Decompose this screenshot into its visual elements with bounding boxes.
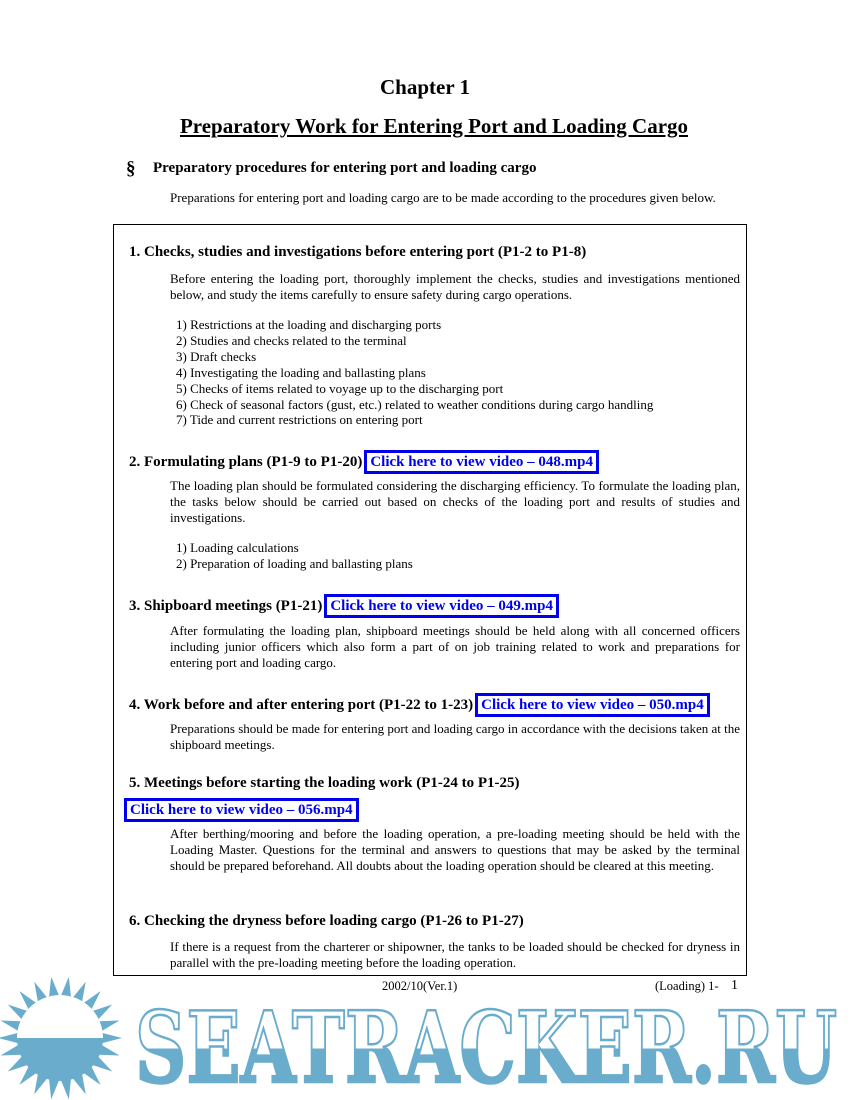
heading-text: 6. Checking the dryness before loading cargo (P1-26 to P1-27) bbox=[129, 913, 524, 929]
section-3-heading bbox=[129, 594, 559, 618]
list-item: 2) Preparation of loading and ballasting plans bbox=[176, 555, 413, 571]
section-1-list bbox=[176, 317, 653, 428]
list-item: 4) Investigating the loading and ballasting plans bbox=[176, 364, 426, 380]
video-link-050[interactable]: Click here to view video – 050.mp4 bbox=[475, 693, 710, 717]
list-item: 3) Draft checks bbox=[176, 348, 257, 364]
section-5-heading bbox=[129, 775, 520, 792]
list-item: 5) Checks of items related to voyage up to the discharging port bbox=[176, 380, 504, 396]
page-label: (Loading) 1- bbox=[655, 979, 719, 993]
version-label: 2002/10(Ver.1) bbox=[382, 979, 458, 993]
heading-text: 4. Work before and after entering port (P1-22 to 1-23) bbox=[129, 696, 474, 713]
video-link-049[interactable]: Click here to view video – 049.mp4 bbox=[324, 594, 559, 618]
section-4-heading bbox=[129, 693, 710, 717]
seatracker-watermark-logo bbox=[0, 978, 850, 1100]
section-1-body: Before entering the loading port, thoroughly implement the checks, studies and investigations mentioned below, and study the items carefully to ensure safety during cargo operations. bbox=[170, 271, 740, 302]
sun-icon bbox=[0, 978, 122, 1099]
page-title: Preparatory Work for Entering Port and Loading Cargo bbox=[179, 114, 689, 138]
heading-text: 3. Shipboard meetings (P1-21) bbox=[129, 597, 323, 614]
section-mark: § bbox=[126, 158, 136, 179]
section-2-body: The loading plan should be formulated considering the discharging efficiency. To formulate the loading plan, the tasks below should be carried out based on checks of the loading port and results of studies and investigations. bbox=[170, 478, 740, 525]
section-1-heading bbox=[129, 244, 586, 261]
list-item: 7) Tide and current restrictions on entering port bbox=[176, 412, 423, 428]
list-item: 6) Check of seasonal factors (gust, etc.) related to weather conditions during cargo handling bbox=[176, 396, 654, 412]
list-item: 2) Studies and checks related to the terminal bbox=[176, 332, 407, 348]
page-number: 1 bbox=[731, 978, 738, 993]
section-5-link-row bbox=[124, 798, 359, 822]
section-title: Preparatory procedures for entering port and loading cargo bbox=[153, 160, 537, 176]
heading-text: 5. Meetings before starting the loading work (P1-24 to P1-25) bbox=[129, 775, 520, 791]
section-6-heading bbox=[129, 913, 524, 930]
section-4-body: Preparations should be made for entering port and loading cargo in accordance with the decisions taken at the shipboard meetings. bbox=[170, 721, 740, 752]
section-3-body: After formulating the loading plan, shipboard meetings should be held along with all concerned officers including junior officers which also form a part of on job training related to work and preparations for entering port and loading cargo. bbox=[170, 623, 740, 670]
section-2-heading bbox=[129, 450, 599, 474]
intro-paragraph: Preparations for entering port and loading cargo are to be made according to the procedures given below. bbox=[170, 190, 716, 205]
video-link-056[interactable]: Click here to view video – 056.mp4 bbox=[124, 798, 359, 822]
section-5-body: After berthing/mooring and before the loading operation, a pre-loading meeting should be held with the Loading Master. Questions for the terminal and answers to questions that may be asked by the terminal should be prepared beforehand. All doubts about the loading operation should be cleared at this meeting. bbox=[170, 826, 740, 873]
section-2-list bbox=[176, 540, 413, 572]
heading-text: 1. Checks, studies and investigations before entering port (P1-2 to P1-8) bbox=[129, 244, 587, 260]
list-item: 1) Loading calculations bbox=[176, 540, 299, 555]
chapter-label: Chapter 1 bbox=[379, 75, 471, 99]
heading-text: 2. Formulating plans (P1-9 to P1-20) bbox=[129, 453, 363, 470]
watermark-text: SEATRACKER.RU bbox=[135, 991, 837, 1100]
section-6-body: If there is a request from the charterer or shipowner, the tanks to be loaded should be checked for dryness in parallel with the pre-loading meeting before the loading operation. bbox=[170, 939, 740, 970]
list-item: 1) Restrictions at the loading and discharging ports bbox=[176, 317, 442, 332]
video-link-048[interactable]: Click here to view video – 048.mp4 bbox=[364, 450, 599, 474]
